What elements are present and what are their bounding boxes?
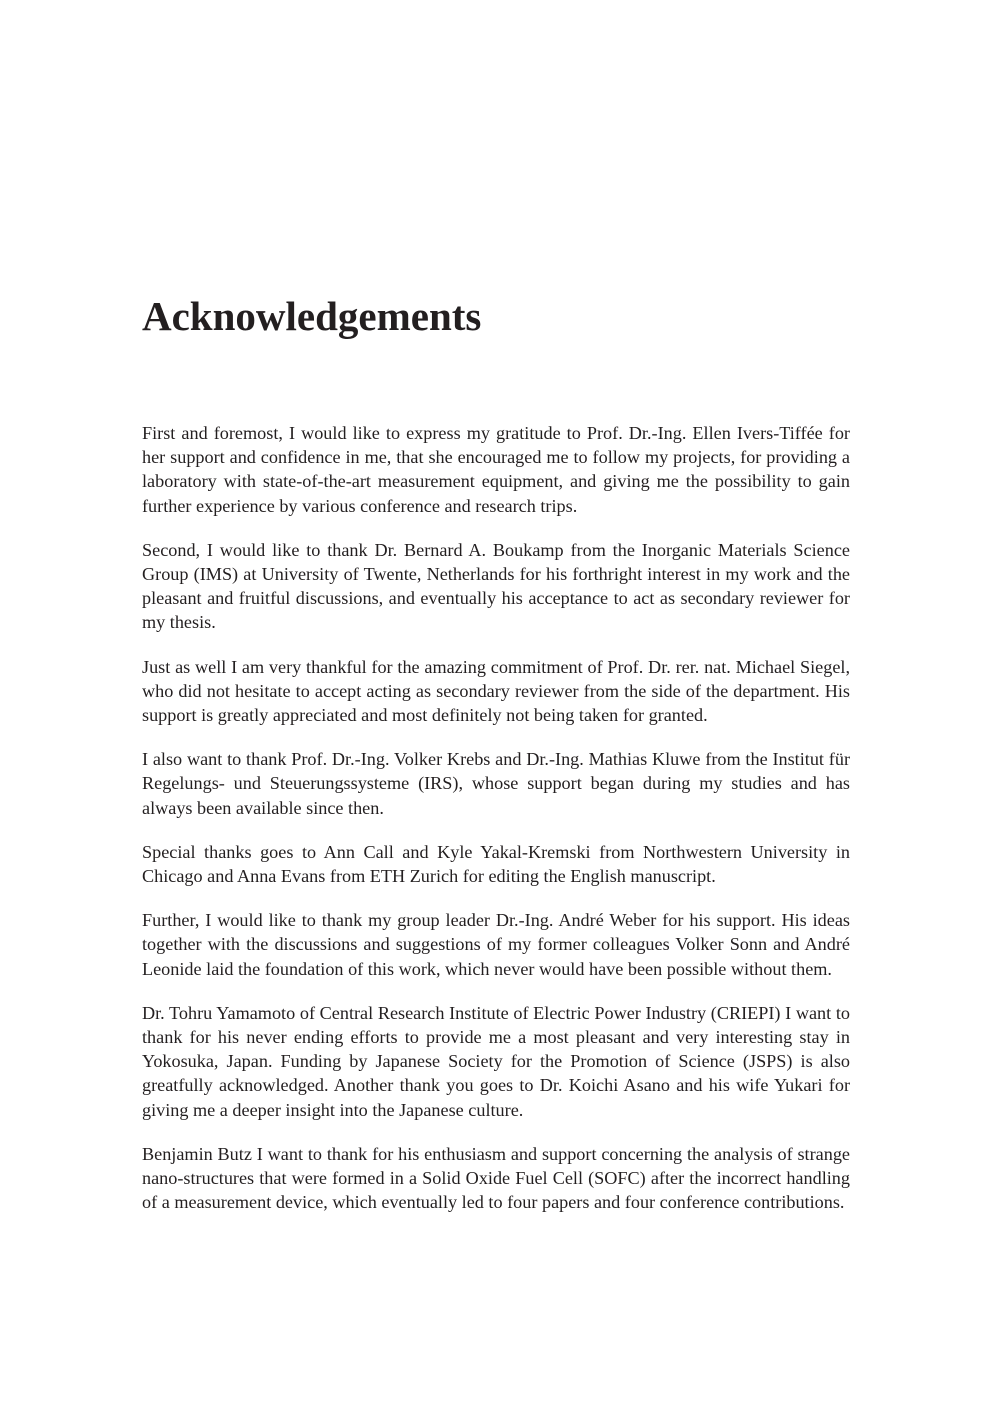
paragraph-5: Special thanks goes to Ann Call and Kyle Yakal-Kremski from Northwestern University in Chicago and Anna Evans from ETH Zurich for editing the English manuscript. xyxy=(142,841,850,887)
acknowledgements-body xyxy=(142,421,850,1234)
paragraph-8: Benjamin Butz I want to thank for his enthusiasm and support concerning the analysis of strange nano-structures that were formed in a Solid Oxide Fuel Cell (SOFC) after the incorrect handling of a measurement device, which eventually led to four papers and four conference contributions. xyxy=(142,1143,850,1213)
paragraph-2: Second, I would like to thank Dr. Bernard A. Boukamp from the Inorganic Materials Science Group (IMS) at University of Twente, Netherlands for his forthright interest in my work and the pleasant and fruitful discussions, and eventually his acceptance to act as secondary reviewer for my thesis. xyxy=(142,539,850,633)
paragraph-6: Further, I would like to thank my group leader Dr.-Ing. André Weber for his support. His ideas together with the discussions and suggestions of my former colleagues Volker Sonn and André Leonide laid the foundation of this work, which never would have been possible without them. xyxy=(142,910,850,979)
paragraph-4: I also want to thank Prof. Dr.-Ing. Volker Krebs and Dr.-Ing. Mathias Kluwe from the Institut für Regelungs- und Steuerungssysteme (IRS), whose support began during my studies and has always been available since then. xyxy=(142,749,850,818)
paragraph-7: Dr. Tohru Yamamoto of Central Research Institute of Electric Power Industry (CRIEPI) I want to thank for his never ending efforts to provide me a most pleasant and very interesting stay in Yokosuka, Japan. Funding by Japanese Society for the Promotion of Science (JSPS) is also greatfully acknowledged. Another thank you goes to Dr. Koichi Asano and his wife Yukari for giving me a deeper insight into the Japanese culture. xyxy=(142,1002,850,1120)
paragraph-3: Just as well I am very thankful for the amazing commitment of Prof. Dr. rer. nat. Michael Siegel, who did not hesitate to accept acting as secondary reviewer from the side of the department. His support is greatly appreciated and most definitely not being taken for granted. xyxy=(142,656,850,726)
chapter-title: Acknowledgements xyxy=(142,293,482,339)
paragraph-1: First and foremost, I would like to express my gratitude to Prof. Dr.-Ing. Ellen Ivers-Tiffée for her support and confidence in me, that she encouraged me to follow my projects, for providing a laboratory with state-of-the-art measurement equipment, and giving me the possibility to gain further experience by various conference and research trips. xyxy=(142,423,850,516)
